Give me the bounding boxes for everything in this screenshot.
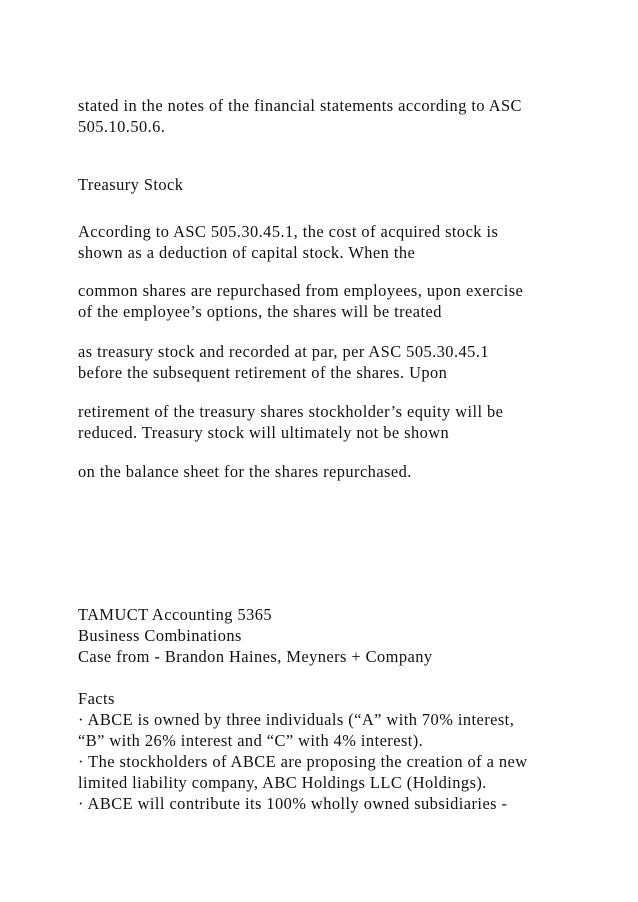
bullet-line: · The stockholders of ABCE are proposing the creation of a new — [78, 752, 528, 771]
text-line: before the subsequent retirement of the shares. Upon — [78, 363, 448, 382]
text-line: reduced. Treasury stock will ultimately not be shown — [78, 423, 450, 442]
text-line: limited liability company, ABC Holdings LLC (Holdings). — [78, 773, 487, 792]
bullet-line: · ABCE is owned by three individuals (“A” with 70% interest, — [78, 710, 515, 729]
text-line: According to ASC 505.30.45.1, the cost of acquired stock is — [78, 222, 499, 241]
text-line: shown as a deduction of capital stock. When the — [78, 243, 416, 262]
section-heading: Facts — [78, 689, 115, 708]
text-line: on the balance sheet for the shares repurchased. — [78, 462, 412, 481]
case-title: Business Combinations — [78, 626, 242, 645]
course-title: TAMUCT Accounting 5365 — [78, 605, 273, 624]
text-line: “B” with 26% interest and “C” with 4% interest). — [78, 731, 424, 750]
bullet-line: · ABCE will contribute its 100% wholly owned subsidiaries - — [78, 794, 508, 813]
text-line: retirement of the treasury shares stockholder’s equity will be — [78, 402, 504, 421]
section-heading: Treasury Stock — [78, 175, 184, 194]
text-line: common shares are repurchased from employees, upon exercise — [78, 281, 524, 300]
text-line: of the employee’s options, the shares will be treated — [78, 302, 442, 321]
text-line: as treasury stock and recorded at par, per ASC 505.30.45.1 — [78, 342, 489, 361]
case-source: Case from - Brandon Haines, Meyners + Company — [78, 647, 433, 666]
text-line: stated in the notes of the financial statements according to ASC — [78, 96, 522, 115]
text-line: 505.10.50.6. — [78, 117, 166, 136]
